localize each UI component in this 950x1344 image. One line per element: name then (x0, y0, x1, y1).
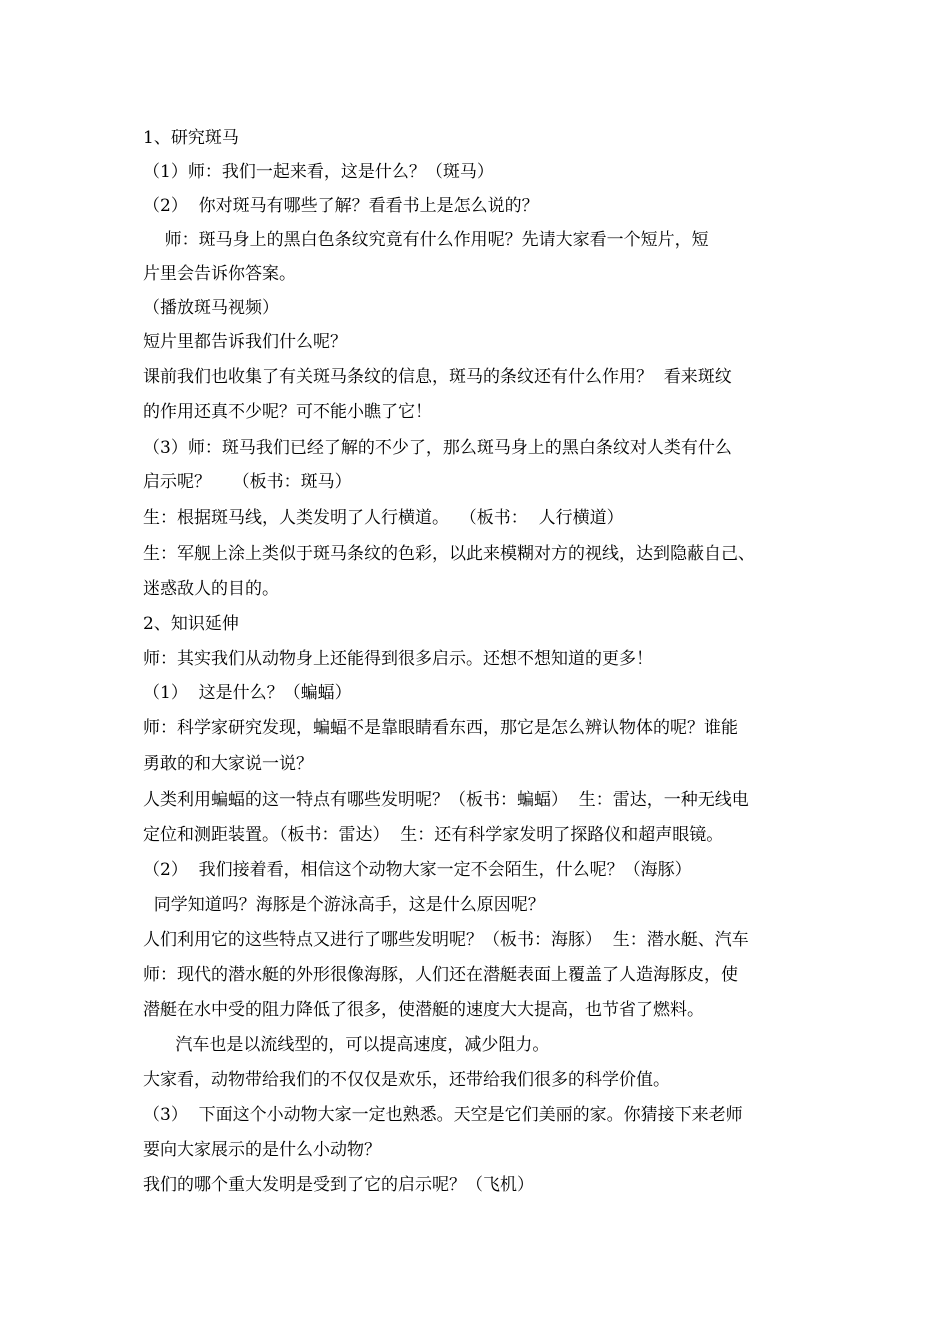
text-line: 师：科学家研究发现，蝙蝠不是靠眼睛看东西，那它是怎么辨认物体的呢？谁能 (143, 718, 738, 738)
text-line: （1） 这是什么？（蝙蝠） (143, 683, 352, 703)
text-line: 片里会告诉你答案。 (143, 264, 296, 284)
text-line: 大家看，动物带给我们的不仅仅是欢乐，还带给我们很多的科学价值。 (143, 1070, 670, 1090)
text-line: 师：斑马身上的黑白色条纹究竟有什么作用呢？先请大家看一个短片，短 (143, 230, 709, 250)
text-line: 师：其实我们从动物身上还能得到很多启示。还想不想知道的更多！ (143, 649, 653, 669)
text-line: 汽车也是以流线型的，可以提高速度，减少阻力。 (143, 1035, 550, 1055)
text-line: 启示呢？ （板书：斑马） (143, 472, 352, 492)
text-line: 潜艇在水中受的阻力降低了很多，使潜艇的速度大大提高，也节省了燃料。 (143, 1000, 704, 1020)
text-line: （2） 我们接着看，相信这个动物大家一定不会陌生，什么呢？（海豚） (143, 860, 692, 880)
text-line: 短片里都告诉我们什么呢？ (143, 332, 347, 352)
text-line: （3）师：斑马我们已经了解的不少了，那么斑马身上的黑白条纹对人类有什么 (143, 438, 732, 458)
text-line: 勇敢的和大家说一说？ (143, 754, 313, 774)
text-line: 我们的哪个重大发明是受到了它的启示呢？（飞机） (143, 1175, 534, 1195)
text-line: 师：现代的潜水艇的外形很像海豚，人们还在潜艇表面上覆盖了人造海豚皮，使 (143, 965, 738, 985)
text-line: 课前我们也收集了有关斑马条纹的信息，斑马的条纹还有什么作用？ 看来斑纹 (143, 367, 732, 387)
text-line: （3） 下面这个小动物大家一定也熟悉。天空是它们美丽的家。你猜接下来老师 (143, 1105, 743, 1125)
text-line: 定位和测距装置。（板书：雷达） 生：还有科学家发明了探路仪和超声眼镜。 (143, 825, 724, 845)
text-line: 同学知道吗？海豚是个游泳高手，这是什么原因呢？ (143, 895, 545, 915)
text-line: 2、知识延伸 (143, 614, 239, 634)
text-line: 的作用还真不少呢？可不能小瞧了它！ (143, 402, 432, 422)
text-line: 要向大家展示的是什么小动物？ (143, 1140, 381, 1160)
text-line: （播放斑马视频） (143, 298, 279, 318)
text-line: （2） 你对斑马有哪些了解？看看书上是怎么说的？ (143, 196, 539, 216)
text-line: 迷惑敌人的目的。 (143, 579, 279, 599)
text-line: 1、研究斑马 (143, 128, 239, 148)
text-line: （1）师：我们一起来看，这是什么？（斑马） (143, 162, 494, 182)
text-line: 人类利用蝙蝠的这一特点有哪些发明呢？（板书：蝙蝠） 生：雷达，一种无线电 (143, 790, 749, 810)
text-line: 生：根据斑马线，人类发明了人行横道。 （板书： 人行横道） (143, 508, 624, 528)
text-line: 生：军舰上涂上类似于斑马条纹的色彩，以此来模糊对方的视线，达到隐蔽自己、 (143, 544, 755, 564)
text-line: 人们利用它的这些特点又进行了哪些发明呢？（板书：海豚） 生：潜水艇、汽车 (143, 930, 749, 950)
